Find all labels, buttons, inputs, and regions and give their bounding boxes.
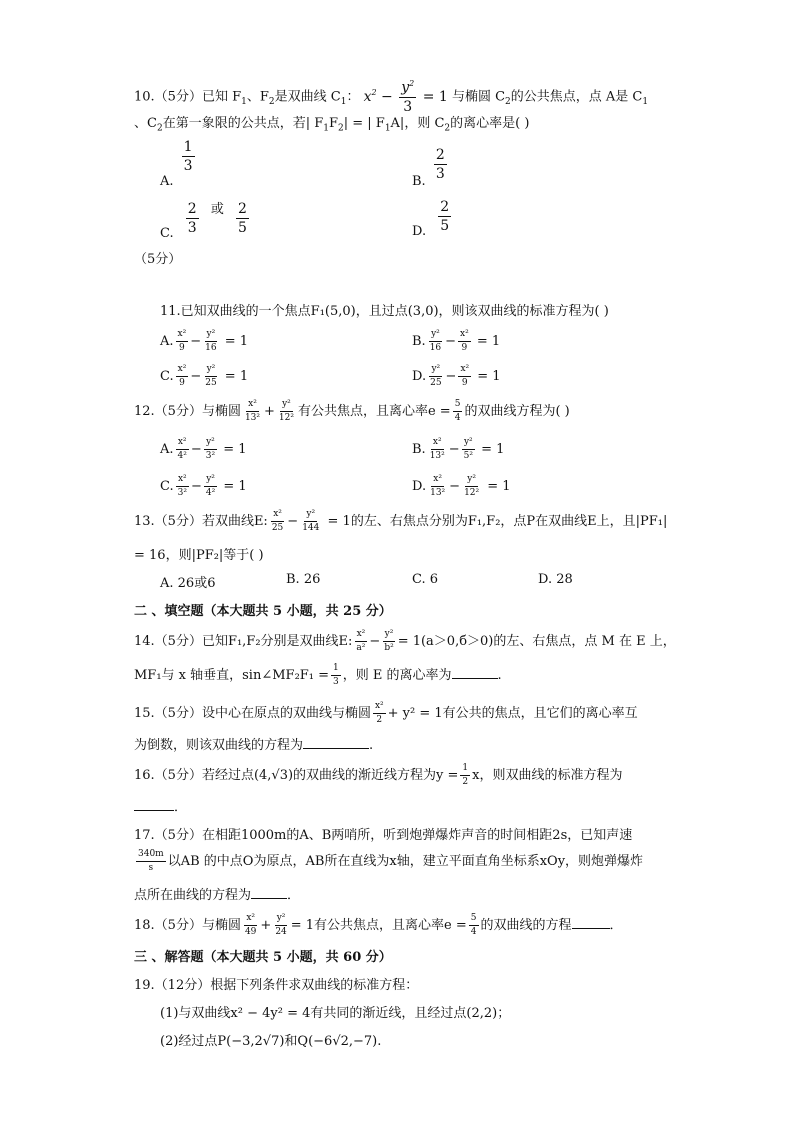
q10-hyperbola-formula: $x^2$ − $\frac{y^2}{3}$ = 1	[363, 79, 448, 115]
q16-text: x，则双曲线的标准方程为	[472, 768, 623, 783]
equals: = 1	[220, 334, 249, 349]
q10-option-a[interactable]	[160, 140, 197, 189]
den: 13²	[244, 413, 261, 423]
den: 5²	[463, 451, 473, 461]
q13-stem	[134, 510, 667, 533]
den: 25	[271, 523, 284, 533]
minus: −	[449, 479, 461, 494]
num: 2	[237, 201, 247, 217]
q15-line2	[134, 734, 373, 753]
q17-text: 以AB 的中点O为原点，AB所在直线为x轴，建立平面直角坐标系xOy，则炮弹爆炸	[167, 854, 644, 869]
q13-option-a[interactable]: A. 26或6	[160, 576, 216, 591]
minus: −	[448, 442, 460, 457]
equals: = 1	[219, 479, 247, 494]
q10-text: 在第一象限的公共点，若| F	[162, 116, 324, 131]
num: y²	[465, 475, 478, 487]
den: 16	[205, 343, 217, 353]
q16-line2	[134, 796, 187, 815]
minus: −	[369, 634, 381, 649]
q14-line1	[134, 630, 676, 653]
minus: −	[190, 479, 202, 494]
sub: 2	[268, 96, 275, 107]
q15-text: + y² = 1有公共的焦点，且它们的离心率互	[387, 706, 638, 721]
num: y²	[205, 330, 218, 342]
q10-line2	[134, 112, 529, 134]
answer-blank[interactable]	[452, 666, 498, 679]
q15-text: 15.（5分）设中心在原点的双曲线与椭圆	[134, 706, 371, 721]
q14-text: MF₁与 x 轴垂直，sin∠MF₂F₁ =	[134, 668, 330, 683]
den: 2	[376, 715, 383, 725]
q16-text: ．	[174, 800, 188, 815]
den: 13²	[429, 451, 445, 461]
den: 5	[237, 220, 247, 236]
plus: +	[260, 918, 272, 933]
var-y: y	[401, 79, 410, 96]
num: y²	[304, 510, 317, 522]
den: 13²	[430, 488, 446, 498]
equals: = 1	[473, 369, 501, 384]
q19-stem: 19.（12分）根据下列条件求双曲线的标准方程：	[134, 978, 419, 993]
den: 2	[462, 777, 469, 787]
num: x²	[431, 475, 444, 487]
num: y²	[280, 400, 293, 412]
num: x²	[355, 630, 368, 642]
equals: = 1	[323, 514, 351, 529]
q10-text: 与椭圆 C	[451, 89, 506, 105]
sub: 2	[156, 123, 163, 134]
q17-line1: 17.（5分）在相距1000m的A、B两哨所，听到炮弹爆炸声音的时间相距2s，已知声速	[134, 828, 633, 843]
answer-blank[interactable]	[572, 916, 610, 929]
num: x²	[458, 365, 471, 377]
minus: −	[376, 88, 398, 105]
q15-line1	[134, 702, 638, 725]
q17-line2	[134, 850, 643, 873]
num: y²	[204, 475, 217, 487]
den: 3	[183, 158, 193, 174]
plus: +	[264, 404, 275, 419]
q10-text: 是双曲线 C	[274, 89, 341, 105]
den: 25	[430, 378, 442, 388]
sub: 1	[642, 96, 649, 107]
num: 1	[331, 664, 341, 676]
q11-option-c[interactable]	[160, 365, 248, 388]
num: 1	[460, 764, 470, 776]
num: x²	[176, 475, 189, 487]
den: 5	[440, 218, 450, 234]
den: 9	[461, 378, 468, 388]
den: 3	[187, 220, 197, 236]
den: 144	[302, 523, 320, 533]
sub: 1	[323, 123, 329, 134]
minus: −	[445, 334, 457, 349]
den: 9	[179, 378, 185, 388]
q10-option-c[interactable]	[160, 198, 251, 241]
num: 2	[440, 199, 450, 215]
q12-stem	[134, 400, 570, 423]
q16-text: 16.（5分）若经过点(4,√3)的双曲线的渐近线方程为y =	[134, 768, 459, 783]
q19-part2: (2)经过点P(−3,2√7)和Q(−6√2,−7).	[160, 1034, 382, 1049]
answer-blank[interactable]	[134, 798, 174, 811]
den: 3	[435, 166, 445, 182]
minus: −	[190, 369, 202, 384]
den: 9	[461, 343, 468, 353]
or-word: 或	[210, 202, 224, 217]
num: x²	[176, 330, 189, 342]
q13-option-d[interactable]: D. 28	[538, 572, 573, 587]
num: x²	[176, 438, 189, 450]
den: 12²	[278, 413, 294, 423]
q16-line1	[134, 764, 623, 787]
q10-text: | = | F	[343, 116, 385, 131]
den: 12²	[464, 488, 480, 498]
q14-text: = 1(a＞0,б＞0)的左、右焦点，点 M 在 E 上，	[397, 634, 676, 649]
den: 3	[403, 98, 413, 115]
q10-option-d[interactable]	[412, 200, 453, 239]
q17-text: 点所在曲线的方程为	[134, 888, 252, 903]
q17-text: ．	[287, 888, 301, 903]
option-label: C.	[160, 369, 174, 384]
den: 9	[179, 343, 185, 353]
equals: = 1	[220, 369, 249, 384]
den: 16	[429, 343, 442, 353]
option-label: A.	[160, 442, 174, 457]
q11-option-d[interactable]	[412, 365, 501, 388]
q10-text: 的公共焦点，点 A是 C	[510, 89, 643, 105]
den: 3²	[177, 488, 187, 498]
q11-stem: 11.已知双曲线的一个焦点F₁(5,0)，且过点(3,0)，则该双曲线的标准方程为( )	[160, 304, 609, 319]
q14-line2	[134, 664, 502, 687]
equals: = 1	[477, 442, 505, 457]
q10-line1	[134, 80, 648, 114]
q11-option-a[interactable]	[160, 330, 248, 353]
q13-option-c[interactable]: C. 6	[412, 572, 439, 587]
q10-text: ：	[346, 89, 360, 105]
num: x²	[373, 702, 386, 714]
den: s	[148, 863, 154, 873]
q10-text: 、C	[134, 116, 157, 131]
section-title-fill-in: 二 、填空题（本大题共 5 小题，共 25 分）	[134, 604, 392, 619]
num: y²	[275, 914, 288, 926]
q10-text: A|，则 C	[390, 116, 445, 131]
q12-option-d[interactable]	[412, 475, 511, 498]
q10-head: 10.（5分）已知 F	[134, 89, 242, 105]
q10-points: （5分）	[134, 252, 182, 267]
option-label: A.	[160, 334, 174, 349]
den: 4²	[205, 488, 216, 498]
minus: −	[287, 514, 299, 529]
num: x²	[244, 914, 257, 926]
sub: 1	[340, 96, 347, 107]
q15-text: 为倒数，则该双曲线的方程为	[134, 738, 304, 753]
option-label: C.	[160, 479, 174, 494]
q12-text: 12.（5分）与椭圆	[134, 404, 241, 419]
equals: = 1	[472, 334, 501, 349]
q12-option-b[interactable]	[412, 438, 504, 461]
minus: −	[445, 369, 457, 384]
option-label: B.	[412, 442, 426, 457]
equals: = 1	[418, 88, 448, 105]
den: 24	[275, 927, 287, 937]
num: 1	[183, 139, 193, 155]
equals: = 1	[219, 442, 247, 457]
q13-option-b[interactable]: B. 26	[286, 572, 321, 587]
q18-text: = 1有公共焦点，且离心率e =	[290, 918, 467, 933]
option-label: A.	[160, 174, 174, 189]
q12-option-a[interactable]	[160, 438, 247, 461]
q14-text: ，则 E 的离心率为	[342, 668, 452, 683]
num: 2	[435, 147, 445, 163]
num: x²	[458, 330, 471, 342]
equals: = 1	[483, 479, 511, 494]
den: 3²	[205, 451, 216, 461]
num: 5	[453, 400, 463, 412]
q18-text: 的双曲线的方程	[480, 918, 572, 933]
q18-line1	[134, 914, 623, 937]
den: a²	[356, 643, 366, 653]
q15-text: .	[369, 738, 374, 753]
q13-line2: = 16，则|PF₂|等于( )	[134, 548, 264, 563]
num: 340m	[136, 850, 166, 862]
q10-option-b[interactable]	[412, 148, 449, 189]
q19-part1: (1)与双曲线x² − 4y² = 4有共同的渐近线，且经过点(2,2)；	[160, 1006, 511, 1021]
sub: 2	[444, 123, 451, 134]
num: 5	[469, 914, 479, 926]
q10-text: F	[328, 116, 338, 131]
num: y²	[429, 330, 442, 342]
option-label: D.	[412, 224, 427, 239]
num: x²	[176, 365, 189, 377]
q12-text: 的双曲线方程为( )	[464, 404, 570, 419]
q11-option-b[interactable]	[412, 330, 500, 353]
num: x²	[271, 510, 284, 522]
minus: −	[190, 334, 202, 349]
den: 4	[470, 927, 477, 937]
sub: 2	[505, 96, 511, 107]
q14-text: .	[497, 668, 502, 683]
var-x: x	[363, 88, 372, 105]
den: 25	[205, 378, 217, 388]
q13-text: 的左、右焦点分别为F₁,F₂，点P在双曲线E上，且|PF₁|	[350, 514, 668, 529]
q12-option-c[interactable]	[160, 475, 247, 498]
sub: 2	[338, 123, 344, 134]
q14-text: 14.（5分）已知F₁,F₂分别是双曲线E:	[134, 634, 353, 649]
den: b²	[384, 643, 394, 653]
q10-text: 、F	[246, 89, 269, 105]
num: y²	[462, 438, 475, 450]
q17-line3	[134, 884, 300, 903]
num: y²	[205, 365, 218, 377]
answer-blank[interactable]	[303, 736, 369, 749]
num: 2	[187, 201, 197, 217]
q18-text: 18.（5分）与椭圆	[134, 918, 241, 933]
option-label: C.	[160, 226, 174, 241]
den: 49	[244, 927, 257, 937]
num: x²	[431, 438, 444, 450]
sub: 1	[241, 96, 247, 107]
den: 4	[454, 413, 461, 423]
answer-blank[interactable]	[251, 886, 287, 899]
den: 3	[333, 677, 339, 687]
den: 4²	[177, 451, 187, 461]
q12-text: 有公共焦点，且离心率e =	[297, 404, 451, 419]
option-label: D.	[412, 479, 427, 494]
num: x²	[246, 400, 259, 412]
section-title-answer: 三 、解答题（本大题共 5 小题，共 60 分）	[134, 950, 392, 965]
q13-text: 13.（5分）若双曲线E:	[134, 514, 268, 529]
sub: 1	[384, 123, 391, 134]
option-label: B.	[412, 174, 426, 189]
minus: −	[190, 442, 202, 457]
num: y²	[204, 438, 217, 450]
option-label: D.	[412, 369, 427, 384]
q10-text: 的离心率是( )	[450, 116, 530, 131]
option-label: B.	[412, 334, 426, 349]
q18-text: ．	[609, 918, 623, 933]
num: y²	[383, 630, 396, 642]
num: y²	[429, 365, 442, 377]
